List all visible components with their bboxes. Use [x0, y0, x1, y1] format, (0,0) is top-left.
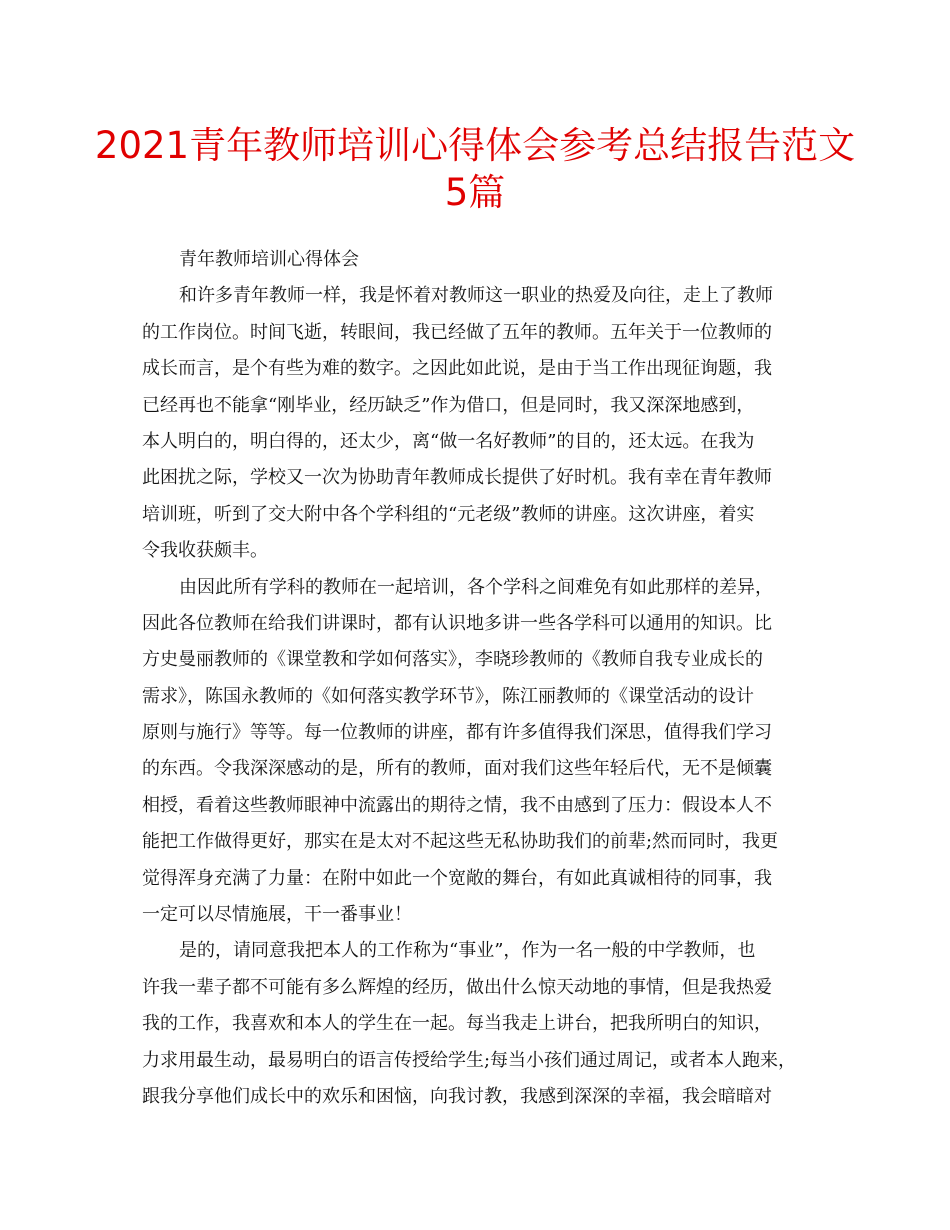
body-text-line: 相授，看着这些教师眼神中流露出的期待之情，我不由感到了压力：假设本人不 [142, 794, 772, 816]
body-text-line: 原则与施行》等等。每一位教师的讲座，都有许多值得我们深思，值得我们学习 [142, 722, 772, 744]
body-text-line: 的工作岗位。时间飞逝，转眼间，我已经做了五年的教师。五年关于一位教师的 [142, 321, 772, 343]
body-text-line: 跟我分享他们成长中的欢乐和困恼，向我讨教，我感到深深的幸福，我会暗暗对 [142, 1085, 772, 1107]
body-text-line: 方史曼丽教师的《课堂教和学如何落实》，李晓珍教师的《教师自我专业成长的 [142, 649, 763, 671]
body-text-line: 令我收获颇丰。 [142, 540, 268, 562]
body-text-line: 青年教师培训心得体会 [179, 249, 359, 270]
body-text-line: 培训班，听到了交大附中各个学科组的“元老级”教师的讲座。这次讲座，着实 [142, 503, 755, 525]
body-text-line: 已经再也不能拿“刚毕业，经历缺乏”作为借口，但是同时，我又深深地感到， [142, 394, 755, 416]
body-text-line: 我的工作，我喜欢和本人的学生在一起。每当我走上讲台，把我所明白的知识， [142, 1013, 772, 1035]
body-text-line: 的东西。令我深深感动的是，所有的教师，面对我们这些年轻后代，无不是倾囊 [142, 758, 772, 780]
body-text-line: 和许多青年教师一样，我是怀着对教师这一职业的热爱及向往，走上了教师 [179, 285, 773, 307]
body-text-line: 由因此所有学科的教师在一起培训，各个学科之间难免有如此那样的差异， [179, 576, 773, 598]
body-text-line: 成长而言，是个有些为难的数字。之因此如此说，是由于当工作出现征询题，我 [142, 358, 772, 380]
body-text-line: 本人明白的，明白得的，还太少，离“做一名好教师”的目的，还太远。在我为 [142, 430, 755, 452]
body-text-line: 需求》，陈国永教师的《如何落实教学环节》，陈江丽教师的《课堂活动的设计 [142, 685, 754, 707]
body-text-line: 是的，请同意我把本人的工作称为“事业”，作为一名一般的中学教师，也 [179, 940, 756, 962]
body-text-line: 许我一辈子都不可能有多么辉煌的经历，做出什么惊天动地的事情，但是我热爱 [142, 976, 772, 998]
body-text-line: 力求用最生动，最易明白的语言传授给学生;每当小孩们通过周记，或者本人跑来， [142, 1049, 797, 1071]
body-text-line: 觉得浑身充满了力量：在附中如此一个宽敞的舞台，有如此真诚相待的同事，我 [142, 867, 772, 889]
document-title-line-1: 2021青年教师培训心得体会参考总结报告范文 [94, 124, 856, 167]
document-body [142, 242, 822, 1115]
document-title-line-2: 5篇 [444, 171, 506, 214]
body-text-line: 因此各位教师在给我们讲课时，都有认识地多讲一些各学科可以通用的知识。比 [142, 612, 772, 634]
body-text-line: 一定可以尽情施展，干一番事业！ [142, 904, 412, 926]
body-text-line: 此困扰之际，学校又一次为协助青年教师成长提供了好时机。我有幸在青年教师 [142, 467, 772, 489]
body-text-line: 能把工作做得更好，那实在是太对不起这些无私协助我们的前辈;然而同时，我更 [142, 831, 779, 853]
